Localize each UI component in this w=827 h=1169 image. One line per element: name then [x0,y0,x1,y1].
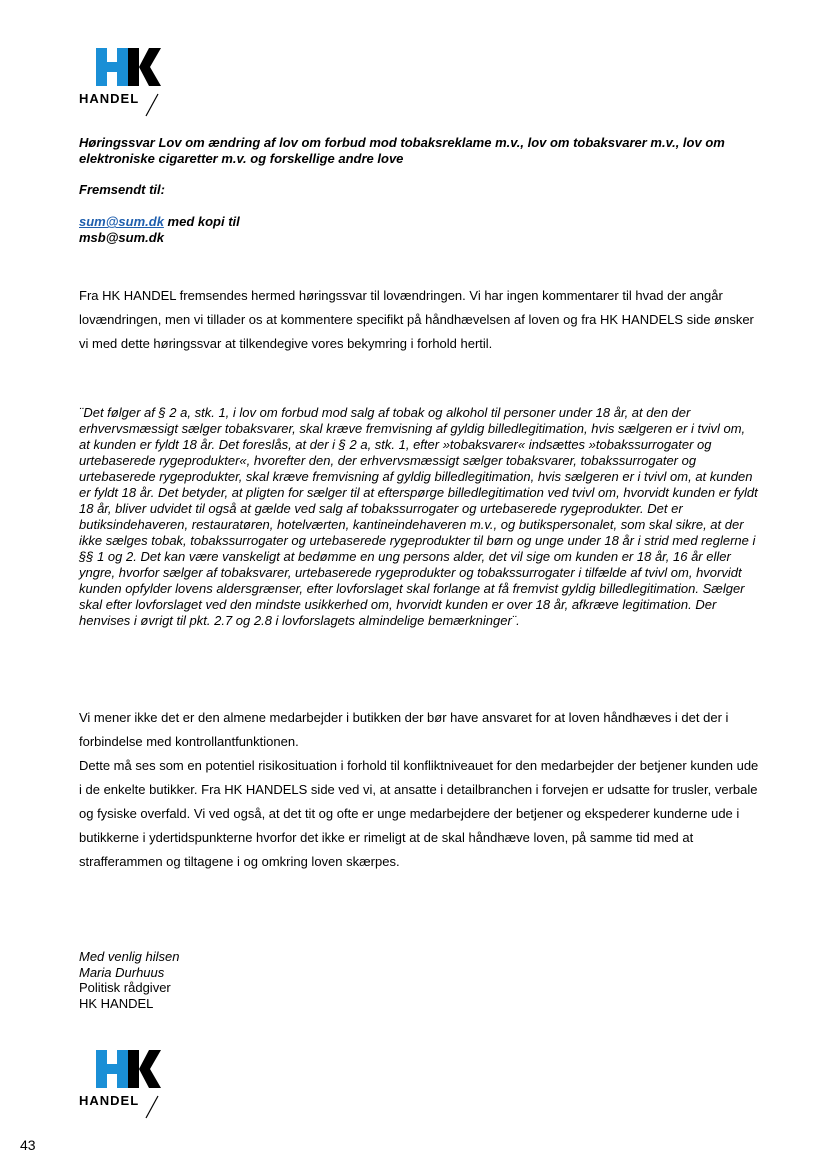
signoff-name: Maria Durhuus [79,964,165,980]
page-number: 43 [20,1137,36,1153]
logo-wordmark-bottom: HANDEL [79,1093,140,1108]
body-paragraph-1: Vi mener ikke det er den almene medarbejder i butikken der bør have ansvaret for at loven håndhæves i det der i forbindelse med kontrollantfunktionen. [79,710,729,749]
hk-handel-logo [78,46,168,118]
primary-email-link[interactable]: sum@sum.dk [79,214,164,229]
cc-text: med kopi til [163,214,240,229]
logo-wordmark: HANDEL [79,91,140,106]
subject-heading: Høringssvar Lov om ændring af lov om forbud mod tobaksreklame m.v., lov om tobaksvarer m.v., lov om elektroniske cigaretter m.v. og forskellige andre love [79,135,725,166]
intro-paragraph: Fra HK HANDEL fremsendes hermed høringssvar til lovændringen. Vi har ingen kommentarer til hvad der angår lovændringen, men vi tillader os at kommentere specifikt på håndhævelsen af loven og fra HK HANDELS side ønsker vi med dette høringssvar at tilkendegive vores bekymring i forhold hertil. [79,288,754,351]
hk-handel-logo-bottom-icon [78,1048,168,1120]
quote-paragraph: ¨Det følger af § 2 a, stk. 1, i lov om forbud mod salg af tobak og alkohol til personer under 18 år, at den der erhvervsmæssigt sælger tobaksvarer, skal kræve fremvisning af gyldig billedlegitimation, hvis sælgeren er i tvivl om, at kunden er fyldt 18 år. Det foreslås, at der i § 2 a, stk. 1, efter »tobaksvarer« indsættes »tobakssurrogater og urtebaserede rygeprodukter«, hvorefter den, der erhvervsmæssigt sælger tobaksvarer, tobakssurrogater og urtebaserede rygeprodukter, skal kræve fremvisning af gyldig billedlegitimation, hvis sælgeren er i tvivl om, at kunden er fyldt 18 år. Det betyder, at pligten for sælger til at efterspørge billedlegitimation ved tvivl om, hvorvidt kunden er fyldt 18 år, bliver udvidet til også at gælde ved salg af tobakssurrogater og urtebaserede rygeprodukter. Det er butiksindehaveren, restauratøren, hotelværten, kantineindehaveren m.v., og butikspersonalet, som skal sikre, at der ikke sælges tobak, tobakssurrogater og urtebaserede rygeprodukter til børn og unge under 18 år i strid med reglerne i §§ 1 og 2. Det kan være vanskeligt at bedømme en ung persons alder, det vil sige om kunden er 18 år, 16 år eller yngre, hvorfor sælger af tobaksvarer, urtebaserede rygeprodukter og tobakssurrogater i tilfælde af tvivl om, hvorvidt kunden opfylder lovens aldersgrænser, efter lovforslaget skal forlange at få fremvist gyldig billedlegitimation. Sælger skal efter lovforslaget ved den mindste usikkerhed om, hvorvidt kunden er over 18 år, afkræve legitimation. Der henvises i øvrigt til pkt. 2.7 og 2.8 i lovforslagets almindelige bemærkninger¨. [79,405,758,628]
signoff-greeting: Med venlig hilsen [79,949,180,964]
sent-to-label: Fremsendt til: [79,182,165,197]
quote-section [79,405,759,629]
signoff-org: HK HANDEL [79,995,154,1011]
cc-email: msb@sum.dk [79,230,164,245]
recipients [79,214,240,246]
hk-handel-logo-bottom [78,1048,168,1120]
body-section [79,706,759,874]
intro-section [79,284,759,356]
signoff [79,949,179,1011]
signoff-role: Politisk rådgiver [79,980,171,995]
hk-handel-logo-icon [78,46,168,118]
body-paragraph-2: Dette må ses som en potentiel risikosituation i forhold til konfliktniveauet for den medarbejder der betjener kunden ude i de enkelte butikker. Fra HK HANDELS side ved vi, at ansatte i detailbranchen i forvejen er udsatte for trusler, verbale og fysiske overfald. Vi ved også, at det tit og ofte er unge medarbejdere der betjener og ekspederer kunderne ude i butikkerne i ydertidspunkterne hvorfor det ikke er rimeligt at de skal håndhæve loven, på samme tid med at strafferammen og tiltagene i og omkring loven skærpes. [79,758,759,869]
